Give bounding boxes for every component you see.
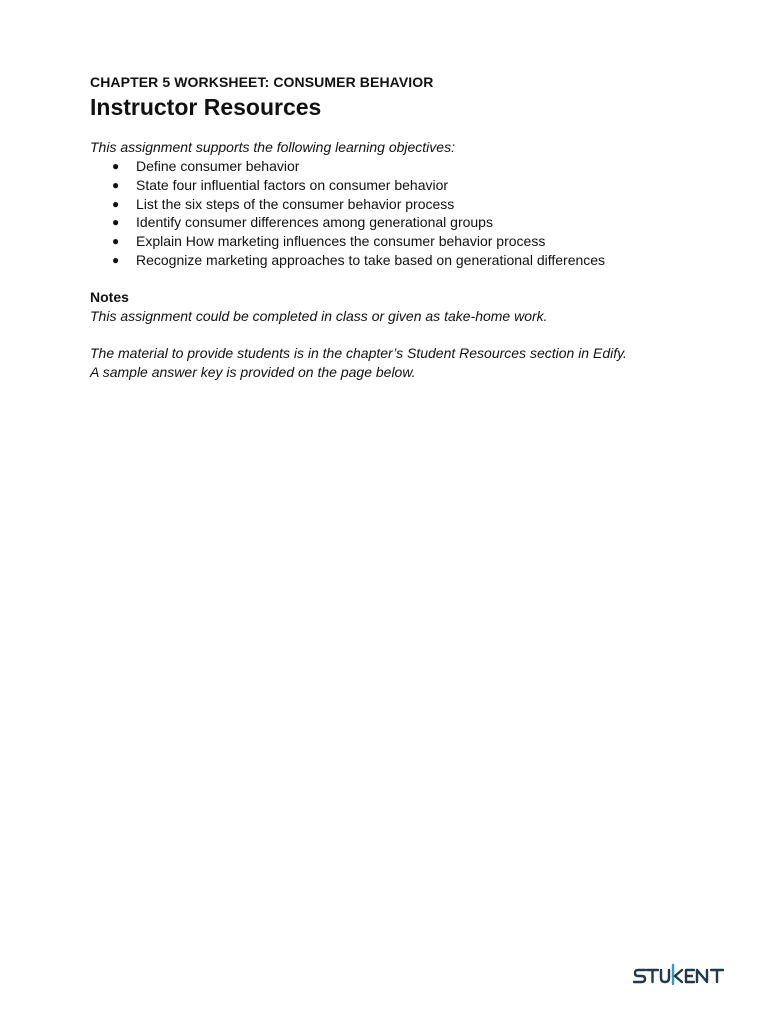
- notes-text: A sample answer key is provided on the page below.: [90, 363, 416, 380]
- list-item: [90, 157, 690, 176]
- bullet-icon: ●: [112, 234, 120, 249]
- notes-text: The material to provide students is in the chapter’s Student Resources section in Edify.: [90, 344, 627, 361]
- objective-text: State four influential factors on consumer behavior: [136, 176, 449, 193]
- list-item: [90, 213, 690, 232]
- bullet-icon: ●: [112, 215, 120, 230]
- objective-text: Define consumer behavior: [136, 158, 300, 174]
- stukent-logo-icon: [633, 962, 725, 988]
- bullet-icon: ●: [112, 196, 120, 211]
- bullet-icon: ●: [112, 177, 120, 192]
- list-item: [90, 195, 690, 214]
- paragraph-spacer: [90, 326, 690, 344]
- bullet-icon: ●: [112, 159, 120, 173]
- chapter-heading: CHAPTER 5 WORKSHEET: CONSUMER BEHAVIOR: [90, 74, 434, 90]
- objectives-intro: This assignment supports the following learning objectives:: [90, 139, 455, 155]
- objective-text: List the six steps of the consumer behavior process: [136, 195, 455, 212]
- list-item: [90, 251, 690, 270]
- objective-text: Explain How marketing influences the consumer behavior process: [136, 233, 546, 250]
- document-content: [90, 74, 690, 382]
- list-item: [90, 176, 690, 195]
- notes-text: This assignment could be completed in class or given as take-home work.: [90, 307, 548, 324]
- page-title: Instructor Resources: [90, 94, 322, 120]
- bullet-icon: ●: [112, 252, 120, 267]
- objective-text: Identify consumer differences among generational groups: [136, 214, 493, 231]
- list-item: [90, 232, 690, 251]
- notes-heading: Notes: [90, 288, 129, 305]
- learning-objectives-list: [90, 157, 690, 270]
- objective-text: Recognize marketing approaches to take based on generational differences: [136, 251, 606, 268]
